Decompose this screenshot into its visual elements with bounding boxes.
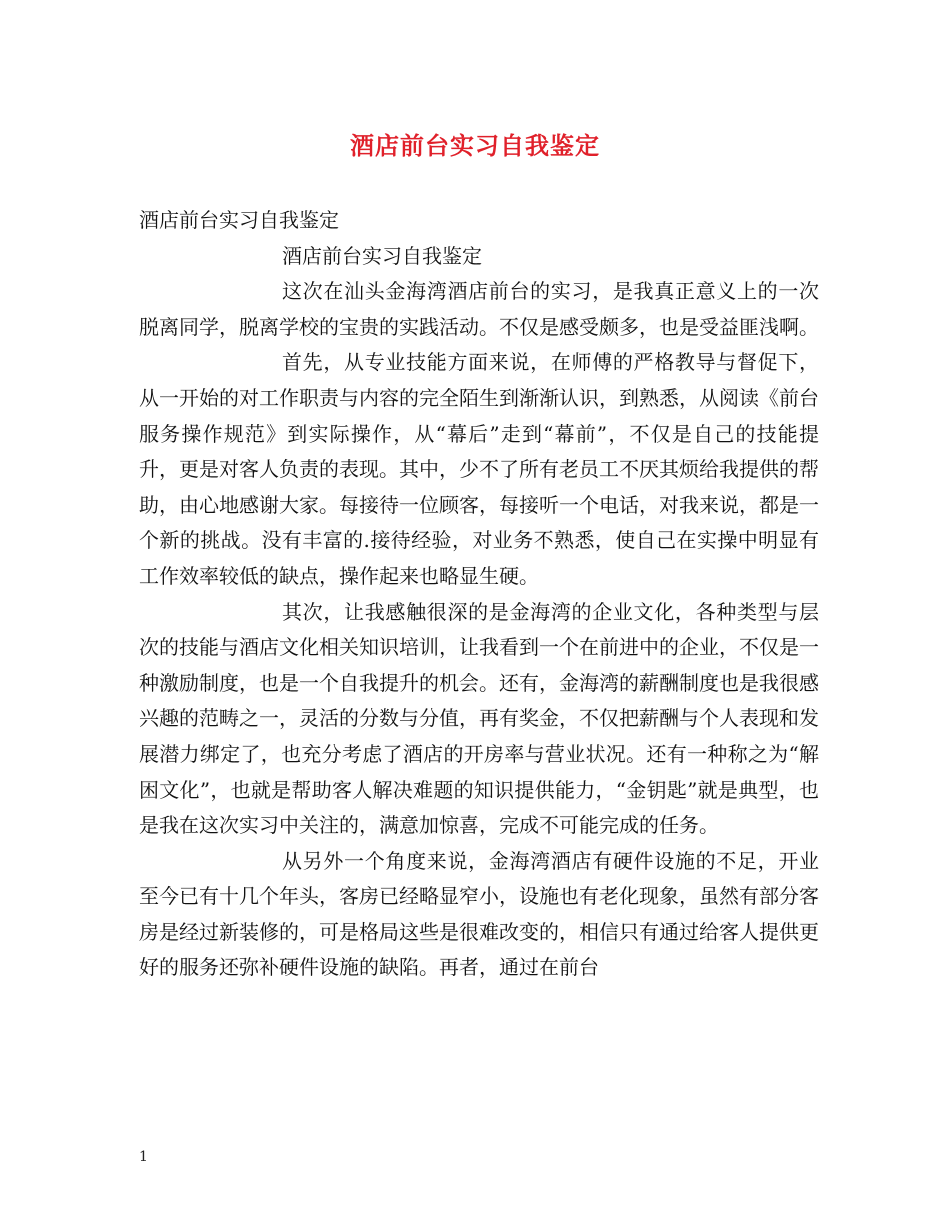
document-title: 酒店前台实习自我鉴定	[350, 131, 600, 160]
paragraph: 这次在汕头金海湾酒店前台的实习，是我真正意义上的一次脱离同学，脱离学校的宝贵的实践活动。不仅是感受颇多，也是受益匪浅啊。	[139, 279, 819, 339]
paragraph: 从另外一个角度来说，金海湾酒店有硬件设施的不足，开业至今已有十几个年头，客房已经略显窄小，设施也有老化现象，虽然有部分客房是经过新装修的，可是格局这些是很难改变的，相信只有通过给客人提供更好的服务还弥补硬件设施的缺陷。再者，通过在前台	[139, 848, 819, 980]
page-number: 1	[139, 1149, 148, 1165]
paragraph: 首先，从专业技能方面来说，在师傅的严格教导与督促下，从一开始的对工作职责与内容的完全陌生到渐渐认识，到熟悉，从阅读《前台服务操作规范》到实际操作，从“幕后”走到“幕前”，不仅是自己的技能提升，更是对客人负责的表现。其中，少不了所有老员工不厌其烦给我提供的帮助，由心地感谢大家。每接待一位顾客，每接听一个电话，对我来说，都是一个新的挑战。没有丰富的.接待经验，对业务不熟悉，使自己在实操中明显有工作效率较低的缺点，操作起来也略显生硬。	[139, 350, 819, 588]
paragraph: 其次，让我感触很深的是金海湾的企业文化，各种类型与层次的技能与酒店文化相关知识培训，让我看到一个在前进中的企业，不仅是一种激励制度，也是一个自我提升的机会。还有，金海湾的薪酬制度也是我很感兴趣的范畴之一，灵活的分数与分值，再有奖金，不仅把薪酬与个人表现和发展潜力绑定了，也充分考虑了酒店的开房率与营业状况。还有一种称之为“解困文化”，也就是帮助客人解决难题的知识提供能力，“金钥匙”就是典型，也是我在这次实习中关注的，满意加惊喜，完成不可能完成的任务。	[139, 599, 819, 838]
body-subheading: 酒店前台实习自我鉴定	[282, 243, 482, 268]
body-heading: 酒店前台实习自我鉴定	[139, 208, 339, 232]
document-body	[139, 203, 819, 986]
